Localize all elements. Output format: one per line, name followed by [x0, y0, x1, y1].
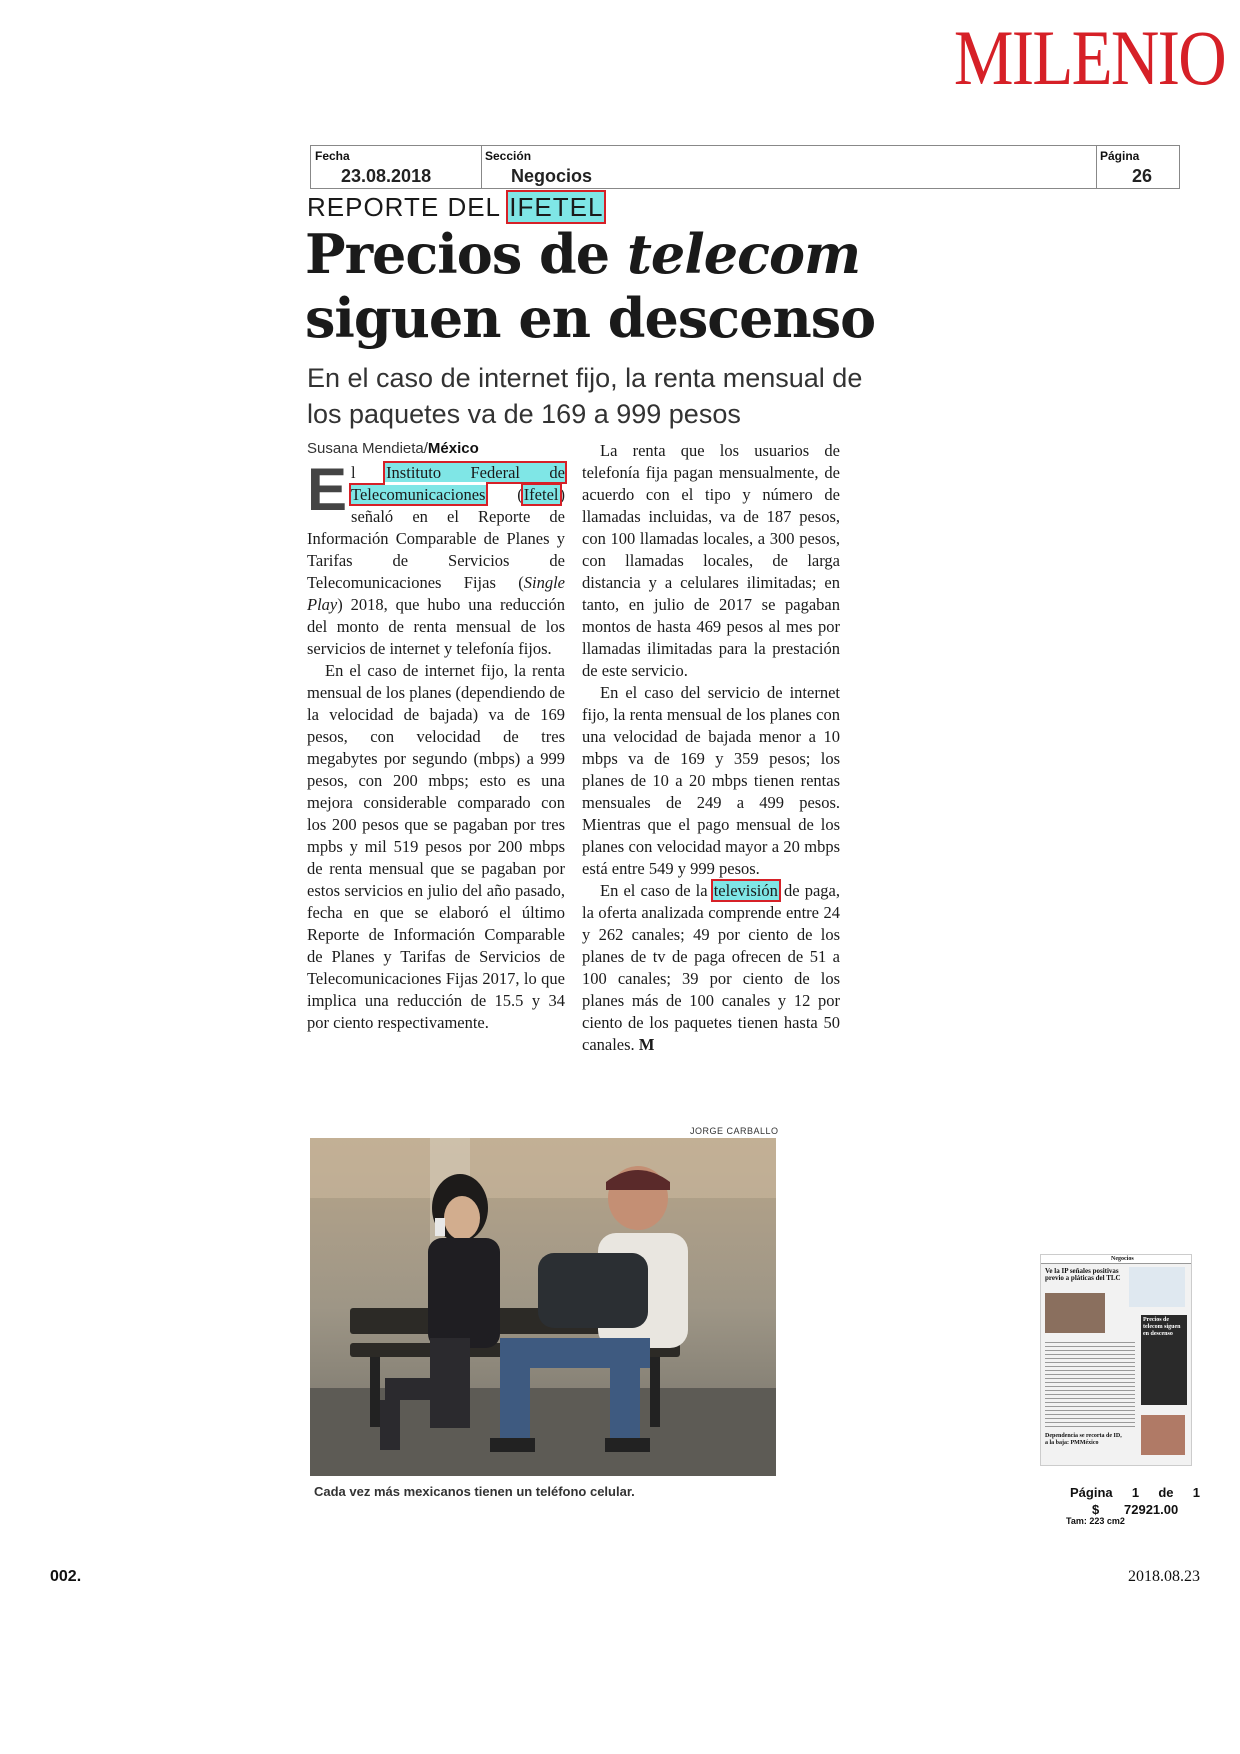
- article-photo: [310, 1138, 776, 1476]
- page-info-de: de: [1158, 1485, 1174, 1500]
- seccion-value: Negocios: [511, 166, 593, 186]
- fecha-value: 23.08.2018: [341, 166, 432, 186]
- fecha-label: Fecha: [315, 149, 350, 163]
- page-info-label: Página: [1070, 1485, 1113, 1500]
- photo-credit: JORGE CARBALLO: [690, 1126, 779, 1136]
- seccion-label: Sección: [485, 149, 532, 163]
- byline: [307, 440, 479, 457]
- highlight-television: televisión: [713, 881, 778, 900]
- thumb-photo-3: [1141, 1415, 1185, 1455]
- highlight-instituto: Instituto Federal de Telecomunicaciones: [351, 463, 565, 504]
- paragraph-5: [582, 880, 840, 1056]
- p5-text-b: de paga, la oferta analizada comprende entre 24 y 262 canales; 49 por ciento de los planes de tv de paga ofrecen de 51 a 100 canales; 39 por ciento de los planes más de 100 canales y 12 por ciento de los paquetes tienen hasta 50 canales.: [582, 881, 840, 1054]
- article-kicker: [307, 192, 604, 223]
- headline-italic: telecom: [626, 222, 861, 286]
- end-mark: M: [634, 1035, 655, 1054]
- paragraph-3: La renta que los usuarios de telefonía fija pagan mensualmente, de acuerdo con el tipo y número de llamadas incluidas, va de 187 pesos, con 100 llamadas locales, a 300 pesos, con llamadas locales, de larga distancia y a celulares ilimitadas; en tanto, en julio de 2017 se pagaban montos de hasta 469 pesos al mes por llamadas ilimitadas para la prestación de este servicio.: [582, 441, 840, 680]
- article-headline: [305, 222, 885, 350]
- kicker-highlight: IFETEL: [509, 192, 604, 222]
- byline-place: México: [427, 440, 479, 457]
- p1-text-c: ) señaló en el Reporte de Información Comparable de Planes y Tarifas de Servicios de Telecomunicaciones Fijas (: [307, 485, 565, 592]
- thumb-headline-2: Precios de telecom siguen en descenso: [1143, 1317, 1181, 1337]
- p5-text-a: En el caso de la: [600, 881, 713, 900]
- paragraph-1: [307, 456, 565, 660]
- article-subhead: En el caso de internet fijo, la renta mensual de los paquetes va de 169 a 999 pesos: [307, 363, 863, 429]
- kicker-text: REPORTE DEL: [307, 192, 509, 222]
- newspaper-logo: MILENIO: [953, 14, 1225, 101]
- footer-code: 002.: [50, 1568, 82, 1585]
- page-info-row: [1070, 1485, 1200, 1500]
- thumb-section: Negocios: [1111, 1256, 1134, 1262]
- page-info-size: Tam: 223 cm2: [1066, 1516, 1125, 1526]
- paragraph-2: En el caso de internet fijo, la renta mensual de los planes (dependiendo de la velocidad de bajada) va de 169 pesos, con velocidad de tres megabytes por segundo (mbps) a 999 pesos, con 200 mbps; esto es una mejora considerable comparado con los 200 pesos que se pagaban por tres mpbs y mil 519 pesos por 200 mbps de renta mensual que se pagaban por estos servicios en julio del año pasado, fecha en que se elaboró el último Reporte de Información Comparable de Planes y Tarifas de Servicios de Telecomunicaciones Fijas 2017, lo que implica una reducción de 15.5 y 34 por ciento respectivamente.: [307, 661, 565, 1032]
- p1-italic: Single Play: [307, 573, 565, 614]
- thumb-text-block: [1045, 1339, 1135, 1429]
- byline-author: Susana Mendieta/: [307, 440, 428, 457]
- pagina-label: Página: [1100, 149, 1140, 163]
- paragraph-4: En el caso del servicio de internet fijo, la renta mensual de los planes con una velocidad de bajada menor a 10 mbps va de 169 y 359 pesos; los planes de 10 a 20 mbps tienen rentas mensuales de 249 a 499 pesos. Mientras que el pago mensual de los planes con velocidad mayor a 20 mbps está entre 549 y 999 pesos.: [582, 683, 840, 878]
- thumb-headline-3: Dependencia se recorta de ID, a la baja: PMMéxico: [1045, 1433, 1122, 1446]
- page-info-currency: $: [1092, 1502, 1100, 1517]
- p1-text-d: ) 2018, que hubo una reducción del monto de renta mensual de los servicios de internet y telefonía fijos.: [307, 595, 565, 658]
- seccion-cell: [481, 146, 1097, 188]
- clipping-header: [310, 145, 1180, 189]
- footer-date: 2018.08.23: [1128, 1568, 1200, 1585]
- fecha-cell: [311, 146, 482, 188]
- headline-line2: siguen en descenso: [305, 286, 876, 350]
- pagina-value: 26: [1132, 166, 1153, 186]
- photo-caption: Cada vez más mexicanos tienen un teléfono celular.: [314, 1484, 635, 1499]
- thumb-photo-1: [1129, 1267, 1185, 1307]
- drop-cap: E: [307, 456, 346, 523]
- page-info-amount: 72921.00: [1124, 1502, 1179, 1517]
- headline-part: Precios de: [305, 222, 627, 286]
- article-column-1: [307, 456, 565, 1034]
- thumb-photo-2: [1045, 1293, 1105, 1333]
- photo-illustration: [310, 1138, 776, 1476]
- p1-text-b: (: [486, 485, 523, 504]
- page-thumbnail: [1040, 1254, 1192, 1466]
- page-info-total: 1: [1192, 1485, 1201, 1500]
- thumb-headline-1: Ve la IP señales positivas previo a pláticas del TLC: [1045, 1267, 1121, 1282]
- highlight-ifetel: Ifetel: [523, 485, 559, 504]
- p1-text-a: l: [351, 463, 386, 482]
- pagina-cell: [1096, 146, 1180, 188]
- page-info-num: 1: [1131, 1485, 1140, 1500]
- article-column-2: [582, 440, 840, 1056]
